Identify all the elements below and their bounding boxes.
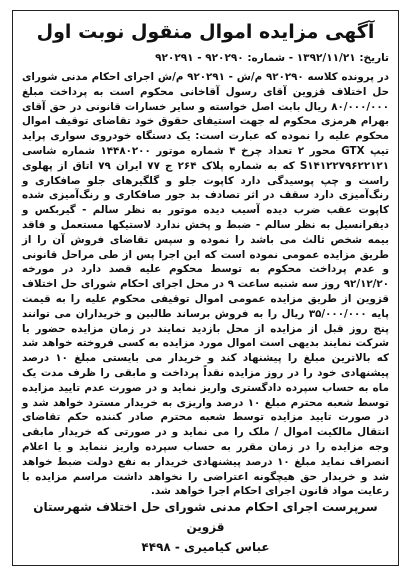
notice-frame bbox=[12, 10, 399, 566]
notice-body: در پرونده کلاسه ۹۲۰۲۹۰ م/ش - ۹۲۰۲۹۱ م/ش اجرای احکام مدنی شورای حل اختلاف قزوین آقای رسول آقاخانی محکوم است به پرداخت مبلغ ۸۰/۰۰۰/۰۰۰ ریال بابت اصل خواسته و سایر خسارات قانونی در حق آقای بهرام هرمزی محکوم له جهت استیفای حقوق خود تقاضای توقیف اموال محکوم علیه را نموده که عبارت است: یک دستگاه خودروی سواری پراید تیپ GTX محور ۲ تعداد چرخ ۴ شماره موتور ۱۴۴۸۰۲۰۰ شماره شاسی S۱۴۱۲۲۷۹۶۲۲۱۲۱ که به شماره پلاک ۲۶۴ ج ۷۷ ایران ۷۹ اتاق از پهلوی راست و چپ پوسیدگی دارد کاپوت جلو و گلگیرهای جلو صافکاری و رنگ‌آمیزی دارد سقف در اثر تصادف بد جور صافکاری و رنگ‌آمیزی شده کاپوت عقب ضرب دیده آسیب دیده موتور به نظر سالم - گیربکس و دیفرانسیل به نظر سالم - ضبط و پخش ندارد لاستیکها مستعمل و فاقد بیمه شخص ثالث می باشد را نموده و سپس تقاضای فروش آن را از طریق مزایده عمومی نموده است که این اجرا پس از طی مراحل قانونی و عدم پرداخت محکوم به توسط محکوم علیه قصد دارد در مورخه ۹۲/۱۲/۲۰ روز سه شنبه ساعت ۹ در محل اجرای احکام شورای حل اختلاف قزوین از طریق مزایده عمومی اموال توقیفی محکوم علیه را به قیمت پایه ۳۵/۰۰۰/۰۰۰ ریال را به فروش برساند طالبین و خریداران می توانند پنج روز قبل از مزایده از محل بازدید نمایند در زمان مزایده حضور یا شرکت نمایند بدیهی است اموال مورد مزایده به کسی فروخته خواهد شد که بالاترین مبلغ را پیشنهاد کند و خریدار می بایستی مبلغ ۱۰ درصد پیشنهادی خود را در روز مزایده نقداً پرداخت و مابقی را ظرف مدت یک ماه به حساب سپرده دادگستری واریز نماید و در صورت عدم تایید مزایده توسط شعبه محترم مبلغ ۱۰ درصد واریزی به خریدار مسترد خواهد شد و در صورت تایید مزایده توسط شعبه محترم صادر کننده حکم تقاضای انتقال مالکیت اموال / ملک را می نماید و در صورتی که خریدار مابقی وجه مزایده را در زمان مقرر به حساب سپرده واریز ننماید و یا اعلام انصراف نماید مبلغ ۱۰ درصد پیشنهادی خریدار به نفع دولت ضبط خواهد شد و خریدار حق هیچگونه اعتراضی را نخواهد داشت مراسم مزایده با رعایت مواد قانون اجرای احکام اجرا خواهد شد. bbox=[22, 71, 390, 498]
notice-title: آگهی مزایده اموال منقول نوبت اول bbox=[36, 21, 375, 43]
signature-block bbox=[22, 497, 389, 557]
signature-title: سرپرست اجرای احکام مدنی شورای حل اختلاف شهرستان قزوین bbox=[33, 500, 378, 534]
notice-date-and-number: تاریخ: ۱۳۹۲/۱۱/۲۱ - شماره: ۹۲۰۲۹۰ - ۹۲۰۲۹۱ bbox=[155, 52, 389, 64]
signature-name: عباس کیامیری - ۴۴۹۸ bbox=[141, 540, 270, 554]
